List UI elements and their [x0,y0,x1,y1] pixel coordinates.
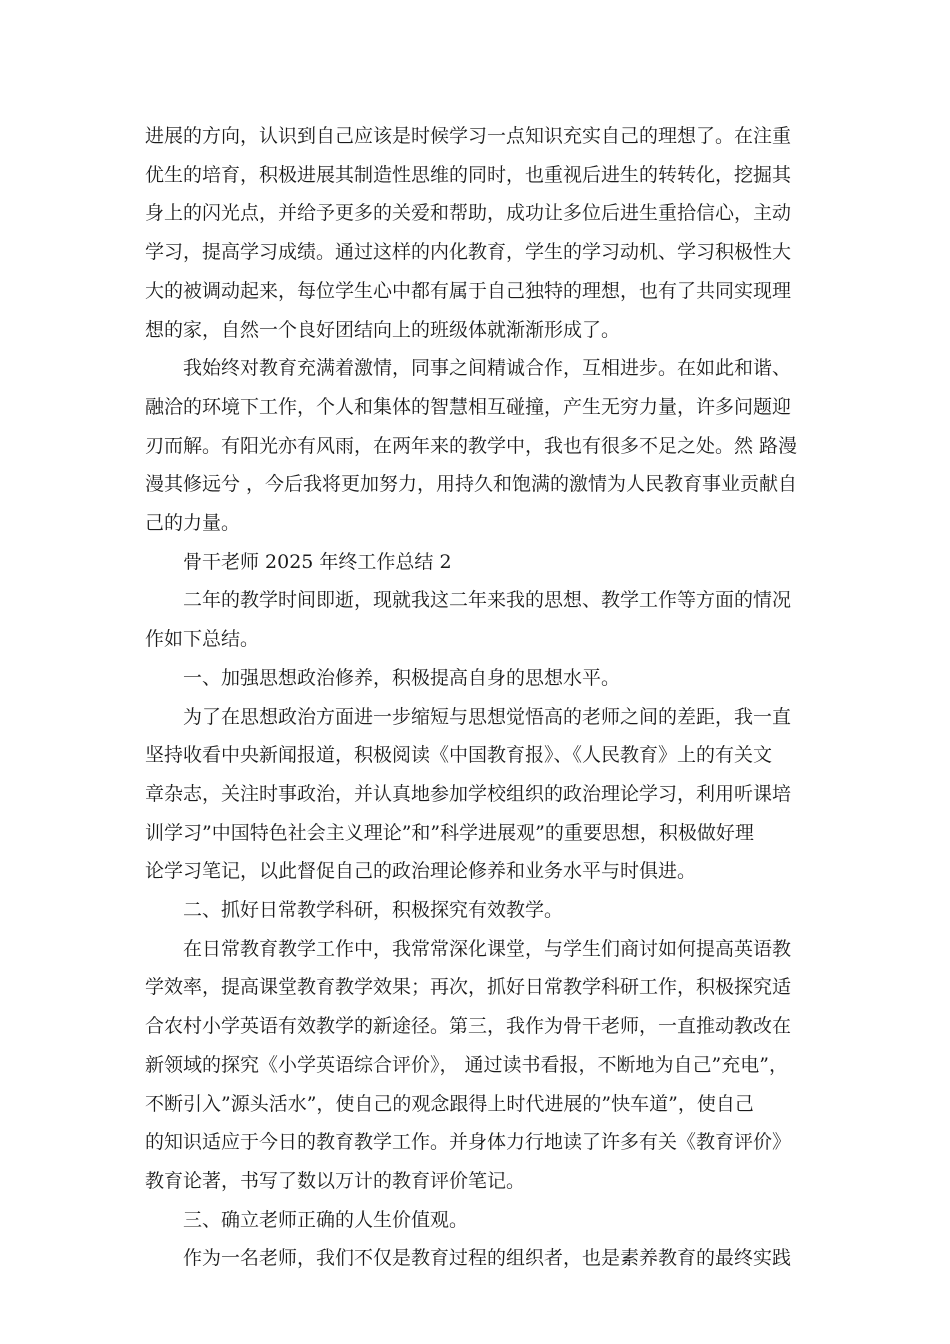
paragraph-values [145,1239,817,1278]
text-line: 论学习笔记，以此督促自己的政治理论修养和业务水平与时俱进。 [145,860,697,883]
paragraph-teaching [145,930,817,1201]
text-line: 己的力量。 [145,512,241,535]
text-line: 优生的培育，积极进展其制造性思维的同时，也重视后进生的转转化，挖掘其 [145,163,792,186]
paragraph-1 [145,117,817,349]
text-line: 身上的闪光点，并给予更多的关爱和帮助，成功让多位后进生重拾信心，主动 [145,202,792,225]
text-line: 想的家，自然一个良好团结向上的班级体就渐渐形成了。 [145,318,621,341]
text-line: 大的被调动起来，每位学生心中都有属于自己独特的理想，也有了共同实现理 [145,279,792,302]
document-subtitle: 骨干老师 2025 年终工作总结 2 [183,550,452,573]
paragraph-2 [145,349,817,543]
point-heading-1 [145,659,817,698]
text-line: 合农村小学英语有效教学的新途径。第三，我作为骨干老师，一直推动教改在 [145,1015,792,1038]
text-line: 一、加强思想政治修养，积极提高自身的思想水平。 [183,666,621,689]
text-line: 教育论著，书写了数以万计的教育评价笔记。 [145,1169,526,1192]
text-line: 的知识适应于今日的教育教学工作。并身体力行地读了许多有关《教育评价》 [145,1131,792,1154]
text-line: 刃而解。有阳光亦有风雨，在两年来的教学中，我也有很多不足之处。然 路漫 [145,434,798,457]
text-line: 融洽的环境下工作，个人和集体的智慧相互碰撞，产生无穷力量，许多问题迎 [145,395,792,418]
text-line: 训学习”中国特色社会主义理论”和”科学进展观”的重要思想，积极做好理 [145,821,754,844]
document-body [145,117,817,1278]
text-line: 学习，提高学习成绩。通过这样的内化教育，学生的学习动机、学习积极性大 [145,241,792,264]
text-line: 新领域的探究《小学英语综合评价》， 通过读书看报，不断地为自己”充电”， [145,1053,788,1076]
text-line: 作如下总结。 [145,628,260,651]
text-line: 为了在思想政治方面进一步缩短与思想觉悟高的老师之间的差距，我一直 [183,705,792,728]
text-line: 漫其修远兮 ，今后我将更加努力，用持久和饱满的激情为人民教育事业贡献自 [145,473,798,496]
text-line: 我始终对教育充满着激情，同事之间精诚合作，互相进步。在如此和谐、 [183,357,792,380]
text-line: 学效率，提高课堂教育教学效果；再次，抓好日常教学科研工作，积极探究适 [145,976,792,999]
point-heading-2 [145,891,817,930]
text-line: 章杂志，关注时事政治，并认真地参加学校组织的政治理论学习，利用听课培 [145,782,792,805]
paragraph-politics [145,698,817,892]
point-heading-3 [145,1201,817,1240]
text-line: 三、确立老师正确的人生价值观。 [183,1208,469,1231]
text-line: 不断引入”源头活水”，使自己的观念跟得上时代进展的”快车道”，使自己 [145,1092,754,1115]
text-line: 坚持收看中央新闻报道，积极阅读《中国教育报》、《人民教育》上的有关文 [145,744,773,767]
text-line: 进展的方向，认识到自己应该是时候学习一点知识充实自己的理想了。在注重 [145,125,792,147]
text-line: 二年的教学时间即逝，现就我这二年来我的思想、教学工作等方面的情况 [183,589,792,612]
section-heading [145,543,817,582]
paragraph-intro [145,581,817,658]
text-line: 在日常教育教学工作中，我常常深化课堂，与学生们商讨如何提高英语教 [183,937,792,960]
text-line: 二、抓好日常教学科研，积极探究有效教学。 [183,899,564,922]
text-line: 作为一名老师，我们不仅是教育过程的组织者，也是素养教育的最终实践 [183,1247,792,1270]
